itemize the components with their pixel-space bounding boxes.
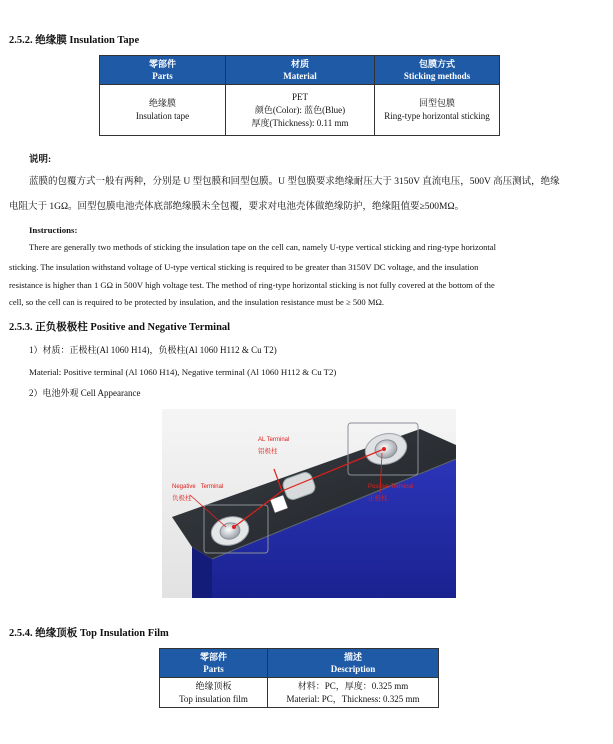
negative-terminal-label: Negative Terminal — [172, 484, 224, 490]
table-header: 包膜方式 Sticking methods — [375, 56, 500, 85]
table-header: 描述 Description — [268, 649, 439, 678]
section-title-insulation-tape: 2.5.2. 绝缘膜 Insulation Tape — [9, 35, 140, 46]
insulation-tape-table — [99, 55, 500, 136]
terminal-material-en: Material: Positive terminal (Al 1060 H14), Negative terminal (Al 1060 H112 & Cu T2) — [29, 367, 337, 377]
al-terminal-label-zh: 铝极柱 — [258, 448, 278, 455]
table-cell-method: 回型包膜 Ring-type horizontal sticking — [375, 85, 500, 136]
notes-zh-line: 蓝膜的包覆方式一般有两种，分别是 U 型包膜和回型包膜。U 型包膜要求绝缘耐压大于 3150V 直流电压，500V 高压测试，绝缘 — [29, 177, 560, 187]
notes-zh-line: 电阻大于 1GΩ。回型包膜电池壳体底部绝缘膜未全包覆，要求对电池壳体做绝缘防护，绝缘阻值要≥500MΩ。 — [9, 202, 465, 212]
section-title-top-insulation: 2.5.4. 绝缘顶板 Top Insulation Film — [9, 628, 169, 639]
al-terminal-label: AL Terminal — [258, 437, 290, 443]
negative-terminal-label-zh: 负极柱 — [172, 495, 192, 502]
positive-terminal-label-zh: 正极柱 — [368, 495, 388, 502]
battery-cell-illustration — [162, 409, 456, 598]
table-header: 零部件 Parts — [100, 56, 226, 85]
table-cell-material: PET 颜色(Color): 蓝色(Blue) 厚度(Thickness): 0.11 mm — [226, 85, 375, 136]
terminal-material-zh: 1）材质：正极柱(Al 1060 H14)，负极柱(Al 1060 H112 & Cu T2) — [29, 345, 277, 355]
notes-en-line: cell, so the cell can is required to be protected by insulation, and the insulation resistance must be ≥ 500 MΩ. — [9, 297, 385, 307]
notes-en-title: Instructions: — [29, 225, 78, 235]
notes-en-line: sticking. The insulation withstand voltage of U-type vertical sticking is required to be greater than 3150V DC voltage, and the insulation — [9, 262, 479, 272]
cell-appearance-image — [162, 409, 456, 598]
table-header: 零部件 Parts — [160, 649, 268, 678]
notes-zh-title: 说明: — [29, 155, 52, 165]
table-header: 材质 Material — [226, 56, 375, 85]
table-cell-part: 绝缘顶板 Top insulation film — [160, 678, 268, 708]
top-insulation-table — [159, 648, 439, 708]
table-cell-description: 材料：PC，厚度：0.325 mm Material: PC，Thickness: 0.325 mm — [268, 678, 439, 708]
section-title-terminal: 2.5.3. 正负极极柱 Positive and Negative Terminal — [9, 322, 231, 333]
table-cell-part: 绝缘膜 Insulation tape — [100, 85, 226, 136]
positive-terminal-label: Positive Terminal — [368, 484, 414, 490]
cell-appearance-label: 2）电池外观 Cell Appearance — [29, 388, 141, 398]
notes-en-line: There are generally two methods of sticking the insulation tape on the cell can, namely U-type vertical sticking and ring-type horizontal — [29, 242, 497, 252]
notes-en-line: resistance is higher than 1 GΩ in 500V high voltage test. The method of ring-type horizontal sticking is not fully covered at the bottom of the — [9, 280, 495, 290]
